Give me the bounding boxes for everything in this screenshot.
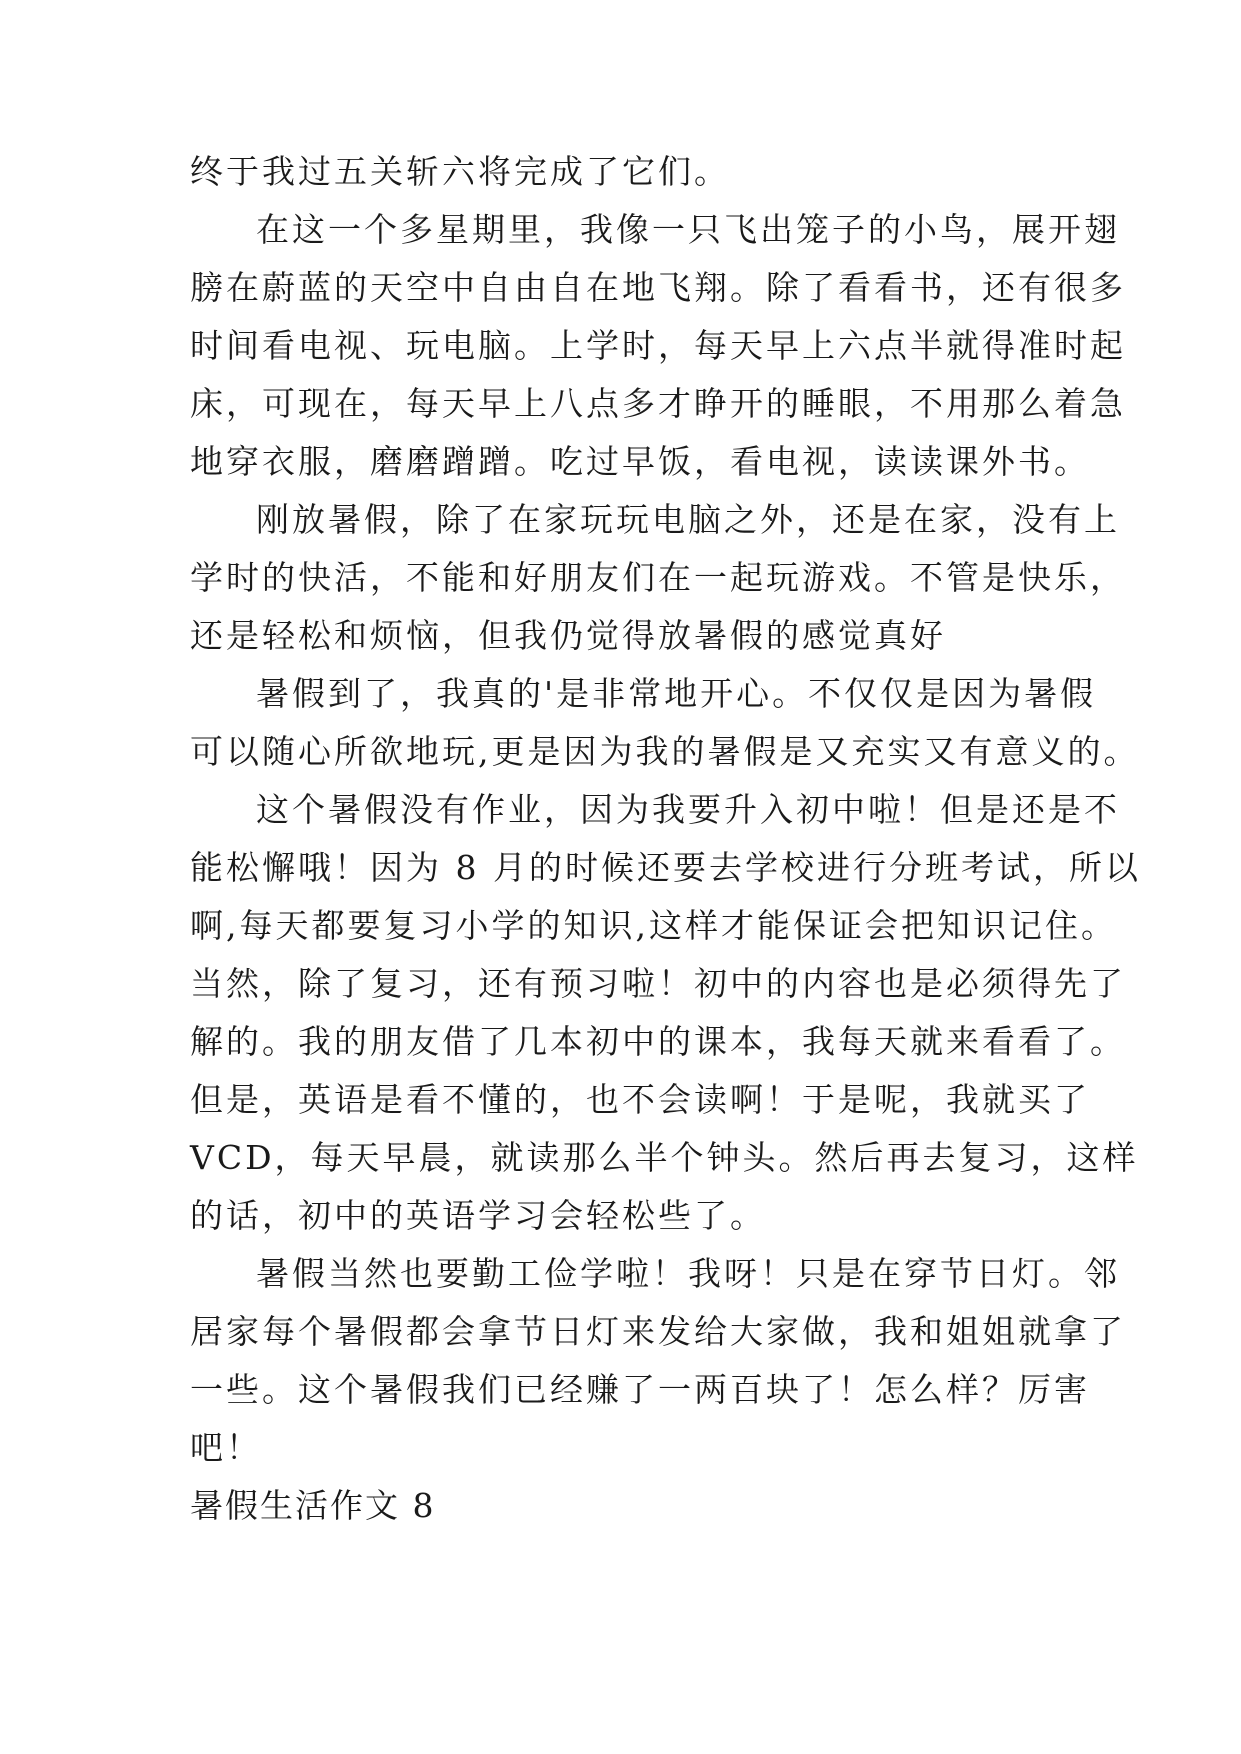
text-line: 吧！ (190, 1428, 262, 1467)
section-title: 暑假生活作文 8 (190, 1486, 436, 1525)
text-line: 能松懈哦！因为 8 月的时候还要去学校进行分班考试，所以 (190, 848, 1141, 887)
text-line: 时间看电视、玩电脑。上学时，每天早上六点半就得准时起 (190, 326, 1126, 365)
text-line: 膀在蔚蓝的天空中自由自在地飞翔。除了看看书，还有很多 (190, 268, 1126, 307)
text-line: 学时的快活，不能和好朋友们在一起玩游戏。不管是快乐， (190, 558, 1126, 597)
text-line: 当然，除了复习，还有预习啦！初中的内容也是必须得先了 (190, 964, 1126, 1003)
text-line: 但是，英语是看不懂的，也不会读啊！于是呢，我就买了 (190, 1080, 1090, 1119)
text-line: 可以随心所欲地玩,更是因为我的暑假是又充实又有意义的。 (190, 732, 1140, 771)
paragraph-start-line: 暑假当然也要勤工俭学啦！我呀！只是在穿节日灯。邻 (256, 1254, 1120, 1293)
paragraph-start-line: 这个暑假没有作业，因为我要升入初中啦！但是还是不 (256, 790, 1120, 829)
text-line: VCD，每天早晨，就读那么半个钟头。然后再去复习，这样 (190, 1138, 1139, 1177)
text-line: 地穿衣服，磨磨蹭蹭。吃过早饭，看电视，读读课外书。 (190, 442, 1090, 481)
text-line: 一些。这个暑假我们已经赚了一两百块了！怎么样？厉害 (190, 1370, 1090, 1409)
text-line: 终于我过五关斩六将完成了它们。 (190, 152, 730, 191)
text-line: 居家每个暑假都会拿节日灯来发给大家做，我和姐姐就拿了 (190, 1312, 1126, 1351)
text-line: 啊,每天都要复习小学的知识,这样才能保证会把知识记住。 (190, 906, 1117, 945)
paragraph-start-line: 暑假到了，我真的'是非常地开心。不仅仅是因为暑假 (256, 674, 1097, 713)
text-line: 的话，初中的英语学习会轻松些了。 (190, 1196, 766, 1235)
text-line: 还是轻松和烦恼，但我仍觉得放暑假的感觉真好 (190, 616, 946, 655)
paragraph-start-line: 刚放暑假，除了在家玩玩电脑之外，还是在家，没有上 (256, 500, 1120, 539)
text-line: 解的。我的朋友借了几本初中的课本，我每天就来看看了。 (190, 1022, 1126, 1061)
text-line: 床，可现在，每天早上八点多才睁开的睡眼，不用那么着急 (190, 384, 1126, 423)
paragraph-start-line: 在这一个多星期里，我像一只飞出笼子的小鸟，展开翅 (256, 210, 1120, 249)
